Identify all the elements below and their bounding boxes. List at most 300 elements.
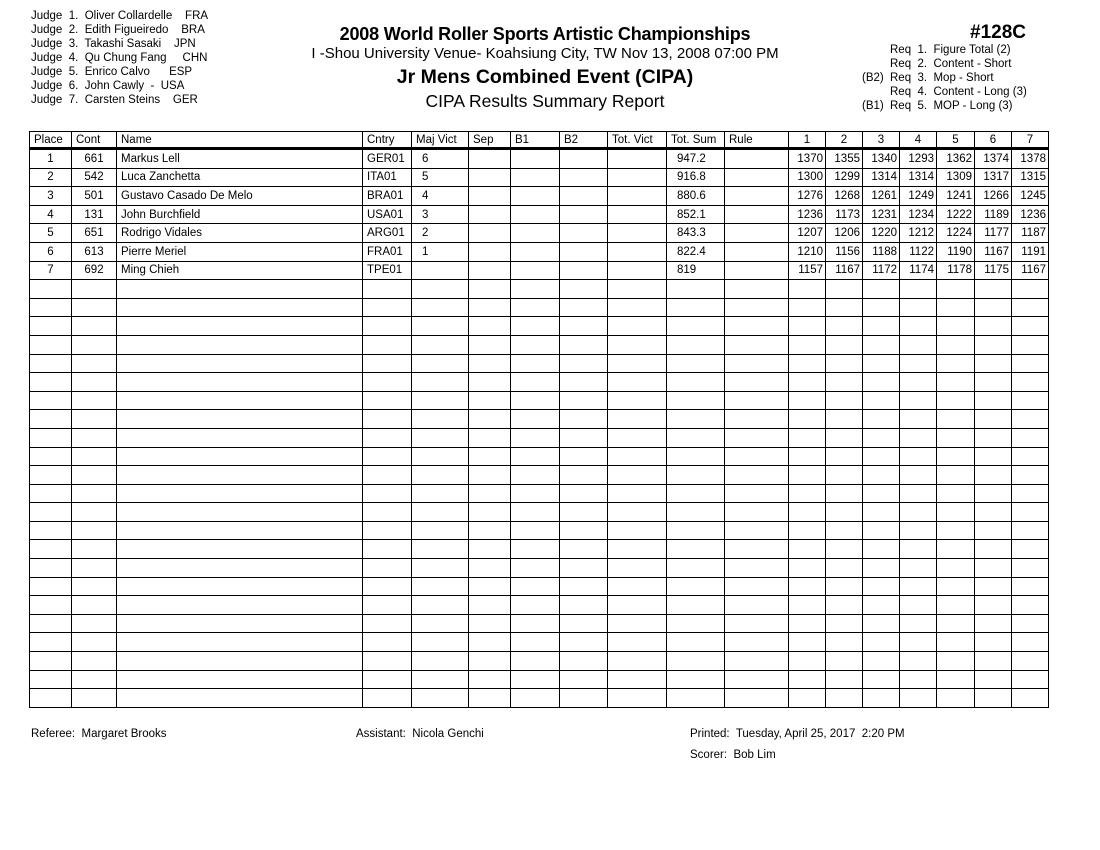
- empty-cell: [608, 354, 667, 373]
- empty-cell: [30, 317, 72, 336]
- empty-table-row: [30, 466, 1049, 485]
- empty-cell: [608, 410, 667, 429]
- cell-judge-score: 1370: [789, 149, 826, 169]
- event-title: Jr Mens Combined Event (CIPA): [396, 66, 694, 88]
- empty-cell: [30, 447, 72, 466]
- cell-judge-score: 1299: [826, 168, 863, 187]
- empty-cell: [560, 577, 608, 596]
- cell-place: 2: [30, 168, 72, 187]
- scorer-label: Scorer: Bob Lim: [690, 749, 776, 761]
- empty-cell: [937, 614, 975, 633]
- empty-cell: [560, 391, 608, 410]
- empty-cell: [863, 689, 900, 708]
- empty-cell: [937, 280, 975, 299]
- table-row: [30, 205, 1049, 224]
- empty-cell: [469, 614, 511, 633]
- empty-cell: [363, 503, 412, 522]
- empty-cell: [72, 391, 117, 410]
- empty-cell: [117, 596, 363, 615]
- cell-judge-score: 1212: [900, 224, 937, 243]
- empty-cell: [863, 354, 900, 373]
- empty-cell: [725, 391, 789, 410]
- empty-cell: [560, 503, 608, 522]
- cell-b2: [560, 149, 608, 169]
- empty-cell: [826, 466, 863, 485]
- empty-table-row: [30, 596, 1049, 615]
- empty-cell: [469, 466, 511, 485]
- empty-table-row: [30, 410, 1049, 429]
- column-header: Tot. Vict: [608, 132, 667, 149]
- empty-cell: [789, 410, 826, 429]
- empty-cell: [117, 559, 363, 578]
- cell-judge-score: 1167: [1012, 261, 1049, 280]
- cell-judge-score: 1210: [789, 242, 826, 261]
- column-header: Name: [117, 132, 363, 149]
- empty-cell: [30, 391, 72, 410]
- empty-cell: [789, 521, 826, 540]
- empty-cell: [363, 652, 412, 671]
- empty-cell: [789, 280, 826, 299]
- requirement-4: Req 4. Content - Long (3): [890, 86, 1027, 98]
- empty-cell: [72, 484, 117, 503]
- empty-cell: [826, 652, 863, 671]
- empty-cell: [511, 540, 560, 559]
- empty-cell: [412, 410, 469, 429]
- empty-cell: [667, 540, 725, 559]
- empty-cell: [725, 410, 789, 429]
- empty-cell: [789, 670, 826, 689]
- empty-cell: [117, 298, 363, 317]
- empty-cell: [937, 373, 975, 392]
- empty-cell: [900, 373, 937, 392]
- empty-cell: [117, 652, 363, 671]
- empty-cell: [363, 428, 412, 447]
- empty-table-row: [30, 373, 1049, 392]
- cell-judge-score: 1172: [863, 261, 900, 280]
- column-header: 3: [863, 132, 900, 149]
- cell-maj-vict: 6: [412, 149, 469, 169]
- empty-cell: [117, 689, 363, 708]
- empty-cell: [937, 540, 975, 559]
- empty-cell: [725, 447, 789, 466]
- empty-cell: [117, 354, 363, 373]
- cell-cntry: BRA01: [363, 187, 412, 206]
- cell-maj-vict: 3: [412, 205, 469, 224]
- empty-cell: [560, 484, 608, 503]
- cell-tot-sum: 916.8: [667, 168, 725, 187]
- empty-cell: [30, 596, 72, 615]
- cell-place: 6: [30, 242, 72, 261]
- empty-cell: [1012, 391, 1049, 410]
- cell-b1: [511, 187, 560, 206]
- empty-cell: [608, 391, 667, 410]
- empty-cell: [789, 335, 826, 354]
- cell-tot-vict: [608, 168, 667, 187]
- cell-tot-sum: 822.4: [667, 242, 725, 261]
- empty-cell: [608, 484, 667, 503]
- cell-maj-vict: 2: [412, 224, 469, 243]
- empty-cell: [412, 596, 469, 615]
- cell-place: 4: [30, 205, 72, 224]
- empty-cell: [900, 689, 937, 708]
- cell-sep: [469, 205, 511, 224]
- empty-cell: [412, 298, 469, 317]
- empty-cell: [900, 652, 937, 671]
- cell-rule: [725, 242, 789, 261]
- empty-table-row: [30, 335, 1049, 354]
- empty-cell: [30, 670, 72, 689]
- empty-cell: [667, 614, 725, 633]
- cell-judge-score: 1122: [900, 242, 937, 261]
- empty-cell: [725, 559, 789, 578]
- table-row: [30, 187, 1049, 206]
- empty-cell: [1012, 652, 1049, 671]
- cell-tot-vict: [608, 187, 667, 206]
- cell-judge-score: 1314: [863, 168, 900, 187]
- empty-cell: [511, 373, 560, 392]
- cell-judge-score: 1374: [975, 149, 1012, 169]
- column-header: Rule: [725, 132, 789, 149]
- cell-sep: [469, 149, 511, 169]
- empty-cell: [667, 373, 725, 392]
- empty-cell: [363, 447, 412, 466]
- empty-cell: [826, 280, 863, 299]
- cell-name: Rodrigo Vidales: [117, 224, 363, 243]
- empty-cell: [608, 670, 667, 689]
- empty-cell: [560, 689, 608, 708]
- empty-cell: [469, 447, 511, 466]
- empty-cell: [363, 614, 412, 633]
- empty-cell: [1012, 503, 1049, 522]
- empty-cell: [608, 466, 667, 485]
- judge-3: Judge 3. Takashi Sasaki JPN: [31, 38, 196, 50]
- judge-1: Judge 1. Oliver Collardelle FRA: [31, 10, 209, 22]
- empty-cell: [117, 633, 363, 652]
- empty-cell: [511, 410, 560, 429]
- empty-cell: [937, 689, 975, 708]
- empty-cell: [72, 317, 117, 336]
- empty-cell: [725, 484, 789, 503]
- requirement-2: Req 2. Content - Short: [890, 58, 1012, 70]
- empty-cell: [511, 521, 560, 540]
- empty-cell: [30, 503, 72, 522]
- column-header: Tot. Sum: [667, 132, 725, 149]
- cell-sep: [469, 224, 511, 243]
- empty-cell: [560, 633, 608, 652]
- empty-cell: [725, 689, 789, 708]
- results-table: [29, 131, 1049, 708]
- empty-cell: [826, 428, 863, 447]
- empty-table-row: [30, 354, 1049, 373]
- empty-cell: [725, 280, 789, 299]
- cell-maj-vict: 4: [412, 187, 469, 206]
- empty-cell: [72, 298, 117, 317]
- empty-cell: [469, 428, 511, 447]
- empty-cell: [560, 596, 608, 615]
- cell-tot-vict: [608, 242, 667, 261]
- cell-name: Gustavo Casado De Melo: [117, 187, 363, 206]
- requirement-3: (B2) Req 3. Mop - Short: [862, 72, 994, 84]
- empty-cell: [608, 614, 667, 633]
- empty-cell: [975, 335, 1012, 354]
- empty-cell: [937, 335, 975, 354]
- judge-2: Judge 2. Edith Figueiredo BRA: [31, 24, 205, 36]
- empty-cell: [725, 335, 789, 354]
- cell-judge-score: 1268: [826, 187, 863, 206]
- empty-cell: [469, 503, 511, 522]
- empty-cell: [975, 540, 1012, 559]
- empty-cell: [72, 335, 117, 354]
- championship-title: 2008 World Roller Sports Artistic Championships: [339, 24, 751, 44]
- empty-table-row: [30, 298, 1049, 317]
- cell-rule: [725, 168, 789, 187]
- referee-label: Referee: Margaret Brooks: [31, 728, 167, 740]
- empty-cell: [412, 503, 469, 522]
- table-row: [30, 168, 1049, 187]
- empty-cell: [900, 391, 937, 410]
- empty-cell: [667, 410, 725, 429]
- column-header: B1: [511, 132, 560, 149]
- empty-cell: [560, 466, 608, 485]
- empty-cell: [667, 689, 725, 708]
- empty-cell: [900, 298, 937, 317]
- empty-cell: [511, 652, 560, 671]
- requirement-5: (B1) Req 5. MOP - Long (3): [862, 100, 1013, 112]
- empty-cell: [412, 540, 469, 559]
- cell-judge-score: 1207: [789, 224, 826, 243]
- column-header: Sep: [469, 132, 511, 149]
- empty-cell: [900, 466, 937, 485]
- empty-cell: [117, 280, 363, 299]
- empty-cell: [667, 335, 725, 354]
- empty-cell: [560, 410, 608, 429]
- empty-cell: [667, 428, 725, 447]
- empty-cell: [560, 540, 608, 559]
- empty-cell: [900, 410, 937, 429]
- empty-cell: [826, 484, 863, 503]
- empty-cell: [1012, 577, 1049, 596]
- column-header: Maj Vict: [412, 132, 469, 149]
- empty-cell: [511, 447, 560, 466]
- empty-cell: [363, 689, 412, 708]
- empty-cell: [412, 428, 469, 447]
- empty-cell: [363, 577, 412, 596]
- empty-table-row: [30, 391, 1049, 410]
- empty-cell: [863, 447, 900, 466]
- empty-cell: [30, 559, 72, 578]
- empty-cell: [30, 335, 72, 354]
- empty-cell: [725, 596, 789, 615]
- empty-cell: [975, 466, 1012, 485]
- cell-judge-score: 1362: [937, 149, 975, 169]
- empty-cell: [560, 447, 608, 466]
- cell-name: Luca Zanchetta: [117, 168, 363, 187]
- cell-judge-score: 1222: [937, 205, 975, 224]
- empty-cell: [412, 280, 469, 299]
- empty-cell: [937, 428, 975, 447]
- empty-cell: [900, 317, 937, 336]
- empty-cell: [72, 354, 117, 373]
- empty-cell: [511, 484, 560, 503]
- empty-cell: [1012, 354, 1049, 373]
- cell-judge-score: 1178: [937, 261, 975, 280]
- empty-cell: [975, 596, 1012, 615]
- empty-table-row: [30, 559, 1049, 578]
- empty-cell: [667, 317, 725, 336]
- empty-cell: [363, 670, 412, 689]
- cell-b2: [560, 224, 608, 243]
- empty-cell: [725, 633, 789, 652]
- cell-judge-score: 1189: [975, 205, 1012, 224]
- empty-cell: [900, 596, 937, 615]
- empty-cell: [469, 559, 511, 578]
- empty-cell: [72, 428, 117, 447]
- empty-cell: [667, 670, 725, 689]
- empty-cell: [863, 540, 900, 559]
- cell-judge-score: 1293: [900, 149, 937, 169]
- empty-cell: [511, 298, 560, 317]
- empty-cell: [560, 354, 608, 373]
- empty-cell: [117, 670, 363, 689]
- empty-cell: [937, 521, 975, 540]
- empty-cell: [1012, 689, 1049, 708]
- empty-cell: [863, 280, 900, 299]
- empty-cell: [363, 633, 412, 652]
- empty-cell: [117, 317, 363, 336]
- empty-cell: [725, 298, 789, 317]
- empty-table-row: [30, 428, 1049, 447]
- column-header: Cntry: [363, 132, 412, 149]
- cell-place: 3: [30, 187, 72, 206]
- cell-judge-score: 1236: [789, 205, 826, 224]
- empty-cell: [560, 652, 608, 671]
- empty-cell: [511, 614, 560, 633]
- empty-cell: [975, 317, 1012, 336]
- empty-cell: [72, 689, 117, 708]
- empty-cell: [469, 317, 511, 336]
- empty-cell: [608, 652, 667, 671]
- empty-cell: [117, 614, 363, 633]
- assistant-label: Assistant: Nicola Genchi: [356, 728, 484, 740]
- empty-table-row: [30, 540, 1049, 559]
- table-row: [30, 224, 1049, 243]
- empty-cell: [937, 670, 975, 689]
- empty-cell: [117, 521, 363, 540]
- empty-cell: [826, 577, 863, 596]
- empty-cell: [667, 484, 725, 503]
- empty-cell: [789, 689, 826, 708]
- empty-cell: [826, 521, 863, 540]
- empty-cell: [937, 466, 975, 485]
- event-number: #128C: [970, 22, 1026, 43]
- empty-cell: [863, 484, 900, 503]
- empty-cell: [469, 596, 511, 615]
- cell-judge-score: 1241: [937, 187, 975, 206]
- empty-cell: [363, 354, 412, 373]
- empty-cell: [900, 484, 937, 503]
- cell-place: 5: [30, 224, 72, 243]
- empty-cell: [937, 559, 975, 578]
- cell-judge-score: 1355: [826, 149, 863, 169]
- empty-cell: [30, 280, 72, 299]
- empty-cell: [826, 335, 863, 354]
- empty-cell: [608, 503, 667, 522]
- cell-b2: [560, 187, 608, 206]
- empty-cell: [560, 317, 608, 336]
- empty-cell: [117, 540, 363, 559]
- empty-cell: [725, 354, 789, 373]
- empty-cell: [469, 521, 511, 540]
- empty-cell: [412, 373, 469, 392]
- empty-cell: [789, 614, 826, 633]
- empty-cell: [900, 335, 937, 354]
- empty-cell: [608, 428, 667, 447]
- cell-cont: 692: [72, 261, 117, 280]
- judge-6: Judge 6. John Cawly - USA: [31, 80, 185, 92]
- empty-cell: [30, 614, 72, 633]
- cell-judge-score: 1378: [1012, 149, 1049, 169]
- empty-table-row: [30, 521, 1049, 540]
- empty-cell: [1012, 614, 1049, 633]
- empty-cell: [511, 503, 560, 522]
- cell-cntry: FRA01: [363, 242, 412, 261]
- empty-cell: [900, 503, 937, 522]
- empty-cell: [826, 596, 863, 615]
- empty-cell: [725, 670, 789, 689]
- empty-cell: [863, 503, 900, 522]
- empty-cell: [608, 373, 667, 392]
- cell-cntry: TPE01: [363, 261, 412, 280]
- empty-cell: [30, 652, 72, 671]
- empty-cell: [1012, 428, 1049, 447]
- empty-cell: [863, 410, 900, 429]
- empty-cell: [900, 521, 937, 540]
- cell-judge-score: 1190: [937, 242, 975, 261]
- empty-cell: [412, 466, 469, 485]
- empty-cell: [1012, 373, 1049, 392]
- empty-cell: [789, 317, 826, 336]
- empty-cell: [826, 689, 863, 708]
- cell-tot-sum: 947.2: [667, 149, 725, 169]
- empty-cell: [469, 577, 511, 596]
- cell-sep: [469, 261, 511, 280]
- empty-cell: [363, 410, 412, 429]
- empty-cell: [937, 298, 975, 317]
- empty-cell: [789, 559, 826, 578]
- empty-cell: [30, 466, 72, 485]
- empty-cell: [900, 428, 937, 447]
- empty-cell: [900, 577, 937, 596]
- empty-cell: [826, 317, 863, 336]
- empty-cell: [412, 689, 469, 708]
- empty-cell: [975, 577, 1012, 596]
- empty-cell: [975, 280, 1012, 299]
- cell-cont: 661: [72, 149, 117, 169]
- table-row: [30, 261, 1049, 280]
- cell-judge-score: 1317: [975, 168, 1012, 187]
- empty-cell: [469, 484, 511, 503]
- empty-cell: [1012, 298, 1049, 317]
- empty-cell: [789, 466, 826, 485]
- empty-cell: [863, 670, 900, 689]
- empty-cell: [975, 521, 1012, 540]
- empty-cell: [608, 317, 667, 336]
- judges-list: [31, 9, 208, 107]
- cell-maj-vict: 1: [412, 242, 469, 261]
- empty-cell: [30, 354, 72, 373]
- empty-cell: [72, 373, 117, 392]
- cell-judge-score: 1188: [863, 242, 900, 261]
